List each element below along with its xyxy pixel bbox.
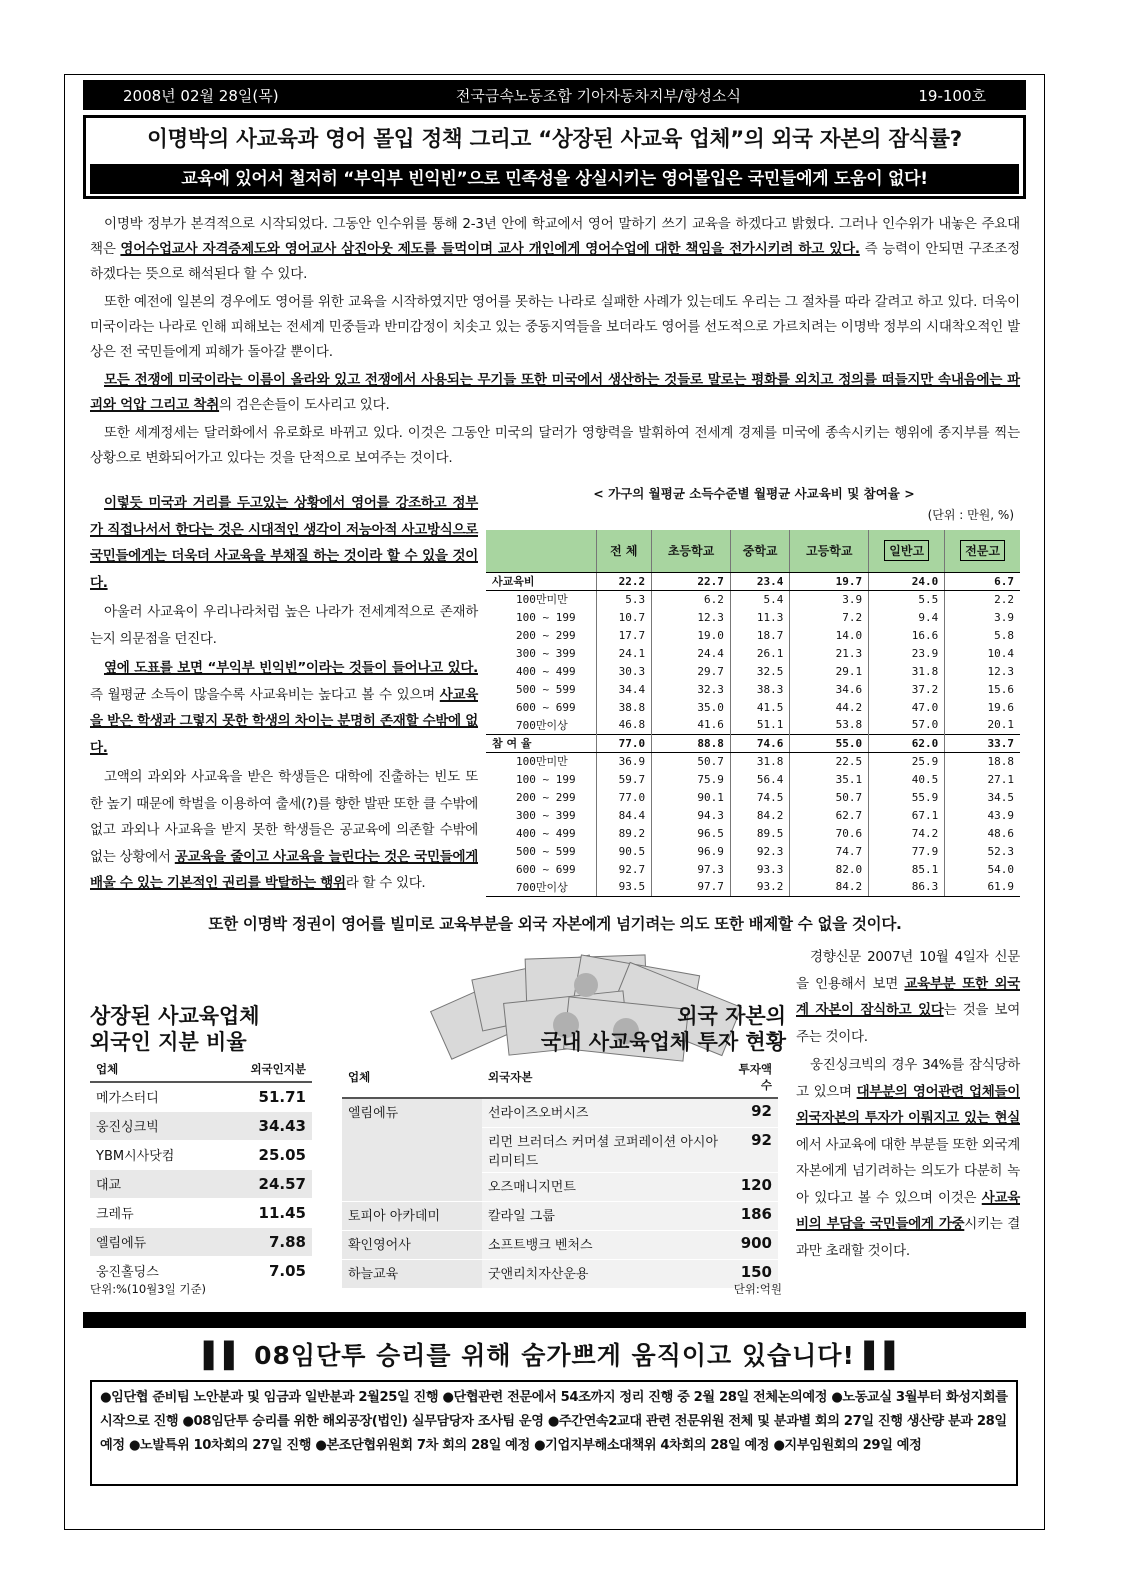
cell: 56.4	[730, 770, 789, 788]
col-header: 중학교	[730, 530, 789, 572]
emphasis: 영어수업교사 자격증제도와 영어교사 삼진아웃 제도를 들먹이며 교사 개인에게 영어수업에 대한 책임을 전가시키려 하고 있다.	[120, 241, 860, 257]
cell: 22.5	[790, 752, 869, 770]
cell: 29.7	[652, 662, 731, 680]
col-header: 투자액수	[724, 1057, 778, 1098]
cell: 47.0	[869, 698, 945, 716]
left-paragraph-3	[90, 655, 478, 761]
cell: 97.3	[652, 860, 731, 878]
text: 는 것을 보여주는 것이다.	[796, 1002, 1020, 1045]
article-body	[90, 212, 1020, 474]
cell: 77.0	[596, 734, 652, 752]
row-label: 700만이상	[486, 878, 596, 896]
emphasis: 옆에 도표를 보면 “부익부 빈익빈”이라는 것들이 들어나고 있다.	[104, 660, 478, 676]
row-label: 사교육비	[486, 572, 596, 590]
table-row	[90, 1169, 312, 1198]
investment-title	[466, 1003, 786, 1055]
right-paragraph-2	[796, 1052, 1020, 1264]
cell: 77.0	[596, 788, 652, 806]
title-line: 상장된 사교육업체	[90, 1004, 260, 1028]
table-row	[486, 680, 1020, 698]
table-row	[90, 1227, 312, 1256]
cell: 92.3	[730, 842, 789, 860]
cell: 86.3	[869, 878, 945, 896]
cell: 62.7	[790, 806, 869, 824]
cell: 10.4	[945, 644, 1020, 662]
capital-cell: 굿앤리치자산운용	[482, 1259, 724, 1288]
foreign-body	[90, 1082, 312, 1285]
infographic	[86, 945, 788, 1307]
cell: 32.5	[730, 662, 789, 680]
capital-cell: 리먼 브러더스 커머셜 코퍼레이션 아시아 리미티드	[482, 1127, 724, 1172]
cell: 84.2	[790, 878, 869, 896]
table-row	[486, 860, 1020, 878]
stats-table	[486, 530, 1020, 897]
cell: 35.1	[790, 770, 869, 788]
cell: 59.7	[596, 770, 652, 788]
table-row	[342, 1201, 778, 1230]
row-label: 600 ~ 699	[516, 700, 576, 714]
bulletin-box: ●임단협 준비팀 노안분과 및 임금과 일반분과 2월25일 진행 ●단협관련 전문에서 54조까지 정리 진행 중 2월 28일 전체논의예정 ●노동교실 3월부터 화성지회를 시작으로 진행 ●08임단투 승리를 위한 해외공장(법인) 실무담당자 조사팀 운영 ●주간연속2교대 관련 전문위원 전체 및 분과별 회의 27일 진행 생산량 분과 28일 예정 ●노발특위 10차회의 27일 진행 ●본조단협위원회 7차 회의 28일 예정 ●기업지부해소대책위 4차회의 28일 예정 ●지부임원회의 29일 예정	[90, 1380, 1018, 1486]
foreign-share-table	[90, 1057, 312, 1286]
left-column	[90, 490, 478, 900]
subheadline: 교육에 있어서 철저히 “부익부 빈익빈”으로 민족성을 상실시키는 영어몰입은 국민들에게 도움이 없다!	[90, 164, 1019, 194]
headline: 이명박의 사교육과 영어 몰입 정책 그리고 “상장된 사교육 업체”의 외국 자본의 잠식률?	[147, 127, 962, 152]
cell: 55.0	[790, 734, 869, 752]
paragraph-3	[90, 368, 1020, 418]
row-label: 200 ~ 299	[516, 628, 576, 642]
table-row	[90, 1082, 312, 1111]
table-row	[486, 590, 1020, 608]
cell: 10.7	[596, 608, 652, 626]
company-cell: 확인영어사	[342, 1230, 482, 1259]
conclusion: 또한 이명박 정권이 영어를 빌미로 교육부분을 외국 자본에게 넘기려는 의도 또한 배제할 수 없을 것이다.	[208, 915, 902, 933]
share-cell: 24.57	[217, 1169, 312, 1198]
table-row	[90, 1111, 312, 1140]
table-row	[486, 842, 1020, 860]
cell: 44.2	[790, 698, 869, 716]
cell: 5.3	[596, 590, 652, 608]
col-header: 업체	[90, 1057, 217, 1082]
cell: 75.9	[652, 770, 731, 788]
table-row	[486, 806, 1020, 824]
paragraph-4: 또한 세계정세는 달러화에서 유로화로 바뀌고 있다. 이것은 그동안 미국의 달러가 영향력을 발휘하여 전세계 경제를 미국에 종속시키는 행위에 종지부를 찍는 상황으로 변화되어가고 있다는 것을 단적으로 보여주는 것이다.	[90, 425, 1020, 466]
amount-cell: 92	[724, 1127, 778, 1172]
cell: 93.3	[730, 860, 789, 878]
table-header	[90, 1057, 312, 1082]
cell: 6.2	[652, 590, 731, 608]
cell: 34.5	[945, 788, 1020, 806]
cell: 74.6	[730, 734, 789, 752]
row-label: 100 ~ 199	[516, 772, 576, 786]
col-header-label: 전문고	[960, 540, 1005, 561]
emphasis: 사교육을 받은 학생과 그렇지 못한 학생의 차이는 분명히 존재할 수밖에 없다.	[90, 686, 479, 756]
cell: 19.6	[945, 698, 1020, 716]
table-row	[486, 788, 1020, 806]
cell: 61.9	[945, 878, 1020, 896]
table-row	[486, 662, 1020, 680]
cell: 97.7	[652, 878, 731, 896]
row-label: 700만이상	[516, 718, 568, 732]
cell: 3.9	[945, 608, 1020, 626]
row-label: 300 ~ 399	[516, 808, 576, 822]
cell: 88.8	[652, 734, 731, 752]
right-column	[796, 944, 1020, 1266]
emphasis: 이렇듯 미국과 거리를 두고있는 상황에서 영어를 강조하고 정부가 직접나서서 한다는 것은 시대적인 생각이 저능아적 사고방식으로 국민들에게는 더욱더 사교육을 부채질 하는 것이라 할 수 있을 것이다.	[90, 495, 478, 591]
text: 즉 월평균 소득이 많을수록 사교육비는 높다고 볼 수 있으며	[90, 686, 440, 703]
emphasis: 공교육을 줄이고 사교육을 늘린다는 것은 국민들에게 배울 수 있는 기본적인 권리를 박탈하는 행위	[90, 848, 478, 891]
company-cell: 엘림에듀	[342, 1098, 482, 1201]
cell: 53.8	[790, 716, 869, 734]
text: 고액의 과외와 사교육을 받은 학생들은 대학에 진출하는 빈도 또한 높기 때문에 학벌을 이용하여 출세(?)를 향한 발판 또한 클 수밖에 없고 과외나 사교육을 받지 못한 학생들은 공교육에 의존할 수밖에 없는 상황에서	[90, 769, 478, 865]
text: 즉 능력이 안되면 구조조정 하겠다는 뜻으로 해석된다 할 수 있다.	[90, 241, 1020, 282]
cell: 26.1	[730, 644, 789, 662]
cell: 38.8	[596, 698, 652, 716]
cell: 22.7	[652, 572, 731, 590]
emphasis: 교육부분 또한 외국계 자본이 잠식하고 있다	[796, 975, 1020, 1018]
amount-cell: 92	[724, 1098, 778, 1127]
cell: 18.7	[730, 626, 789, 644]
foreign-unit-note: 단위:%(10월3일 기준)	[90, 1282, 207, 1296]
right-paragraph-1	[796, 944, 1020, 1050]
col-header: 고등학교	[790, 530, 869, 572]
share-cell: 51.71	[217, 1082, 312, 1111]
row-label: 200 ~ 299	[516, 790, 576, 804]
row-label: 400 ~ 499	[516, 664, 576, 678]
cell: 93.5	[596, 878, 652, 896]
left-paragraph-1	[90, 490, 478, 596]
slogan: ▌▌ 08임단투 승리를 위해 숨가쁘게 움직이고 있습니다! ▌▌	[203, 1341, 906, 1370]
issue-date: 2008년 02월 28일(목)	[123, 86, 279, 105]
stats-header-row	[486, 530, 1020, 572]
investment-table	[342, 1057, 778, 1289]
cell: 89.2	[596, 824, 652, 842]
amount-cell: 120	[724, 1172, 778, 1201]
table-row	[90, 1140, 312, 1169]
issue-number: 19-100호	[918, 86, 986, 105]
cell: 17.7	[596, 626, 652, 644]
cell: 41.6	[652, 716, 731, 734]
cell: 43.9	[945, 806, 1020, 824]
emphasis: 모든 전쟁에 미국이라는 이름이 올라와 있고 전쟁에서 사용되는 무기들 또한 미국에서 생산하는 것들로 말로는 평화를 외치고 정의를 떠들지만 속내음에는 파괴와 억압 그리고 착취	[90, 372, 1020, 413]
cell: 20.1	[945, 716, 1020, 734]
col-header-label: 일반고	[884, 540, 929, 561]
cell: 6.7	[945, 572, 1020, 590]
table-row	[486, 770, 1020, 788]
capital-cell: 선라이즈오버시즈	[482, 1098, 724, 1127]
cell: 41.5	[730, 698, 789, 716]
col-header	[945, 530, 1020, 572]
text: 시키는 결과만 초래할 것이다.	[796, 1216, 1020, 1259]
cell: 12.3	[652, 608, 731, 626]
cell: 70.6	[790, 824, 869, 842]
cell: 7.2	[790, 608, 869, 626]
cell: 9.4	[869, 608, 945, 626]
col-header: 외국자본	[482, 1057, 724, 1098]
title-line: 외국인 지분 비율	[90, 1030, 247, 1054]
text: 에서 사교육에 대한 부분들 또한 외국계 자본에게 넘기려하는 의도가 다분히 녹아 있다고 볼 수 있으며 이것은	[796, 1136, 1020, 1206]
header-blank	[486, 530, 596, 572]
share-cell: 7.05	[217, 1256, 312, 1285]
cell: 50.7	[790, 788, 869, 806]
table-row	[486, 878, 1020, 896]
row-label: 500 ~ 599	[516, 682, 576, 696]
table-row	[486, 644, 1020, 662]
company-cell: 웅진홀딩스	[90, 1256, 217, 1285]
table-row	[342, 1230, 778, 1259]
cell: 24.4	[652, 644, 731, 662]
stats-table-unit: (단위 : 만원, %)	[927, 508, 1014, 522]
cell: 25.9	[869, 752, 945, 770]
cell: 74.5	[730, 788, 789, 806]
capital-cell: 소프트뱅크 벤처스	[482, 1230, 724, 1259]
table-row	[486, 626, 1020, 644]
cell: 30.3	[596, 662, 652, 680]
cell: 18.8	[945, 752, 1020, 770]
cell: 29.1	[790, 662, 869, 680]
cell: 84.2	[730, 806, 789, 824]
cell: 96.9	[652, 842, 731, 860]
amount-cell: 900	[724, 1230, 778, 1259]
company-cell: 대교	[90, 1169, 217, 1198]
publisher: 전국금속노동조합 기아자동차지부/항성소식	[455, 86, 742, 105]
share-cell: 7.88	[217, 1227, 312, 1256]
headline-box	[83, 115, 1026, 199]
cell: 90.1	[652, 788, 731, 806]
col-header: 외국인지분	[217, 1057, 312, 1082]
paragraph-2: 또한 예전에 일본의 경우에도 영어를 위한 교육을 시작하였지만 영어를 못하는 나라로 실패한 사례가 있는데도 우리는 그 절차를 따라 갈려고 하고 있다. 더욱이 미국이라는 나라로 인해 피해보는 전세계 민중들과 반미감정이 치솟고 있는 중동지역들을 보더라도 영어를 선도적으로 가르치려는 이명박 정부의 시대착오적인 발상은 전 국민들에게 피해가 돌아갈 뿐이다.	[90, 294, 1020, 360]
company-cell: 메가스터디	[90, 1082, 217, 1111]
cell: 82.0	[790, 860, 869, 878]
text: 웅진싱크빅의 경우 34%를 잠식당하고 있으며	[796, 1057, 1020, 1100]
cell: 85.1	[869, 860, 945, 878]
company-cell: 토피아 아카데미	[342, 1201, 482, 1230]
row-label: 참 여 율	[486, 734, 596, 752]
investment-unit-note: 단위:억원	[733, 1282, 782, 1296]
table-row	[486, 752, 1020, 770]
table-row	[486, 698, 1020, 716]
amount-cell: 186	[724, 1201, 778, 1230]
cell: 23.9	[869, 644, 945, 662]
cell: 55.9	[869, 788, 945, 806]
cell: 89.5	[730, 824, 789, 842]
cell: 93.2	[730, 878, 789, 896]
col-header: 초등학교	[652, 530, 731, 572]
cell: 5.4	[730, 590, 789, 608]
title-line: 외국 자본의	[677, 1004, 786, 1028]
cell: 15.6	[945, 680, 1020, 698]
row-label: 600 ~ 699	[516, 862, 576, 876]
table-row	[342, 1259, 778, 1288]
cell: 27.1	[945, 770, 1020, 788]
col-header: 전 체	[596, 530, 652, 572]
section-total-row	[486, 572, 1020, 590]
company-cell: YBM시사닷컴	[90, 1140, 217, 1169]
cell: 34.4	[596, 680, 652, 698]
table-row	[90, 1198, 312, 1227]
company-cell: 엘림에듀	[90, 1227, 217, 1256]
emphasis: 사교육비의 부담을 국민들에게 가중	[796, 1189, 1020, 1232]
table-row	[486, 608, 1020, 626]
cell: 77.9	[869, 842, 945, 860]
stats-body	[486, 572, 1020, 896]
cell: 54.0	[945, 860, 1020, 878]
share-cell: 25.05	[217, 1140, 312, 1169]
row-label: 300 ~ 399	[516, 646, 576, 660]
company-cell: 크레듀	[90, 1198, 217, 1227]
row-label: 500 ~ 599	[516, 844, 576, 858]
cell: 21.3	[790, 644, 869, 662]
cell: 31.8	[869, 662, 945, 680]
cell: 50.7	[652, 752, 731, 770]
text: 의 검은손들이 도사리고 있다.	[219, 397, 390, 413]
cell: 90.5	[596, 842, 652, 860]
table-row	[486, 824, 1020, 842]
cell: 31.8	[730, 752, 789, 770]
company-cell: 웅진싱크빅	[90, 1111, 217, 1140]
table-row	[342, 1098, 778, 1127]
cell: 33.7	[945, 734, 1020, 752]
row-label: 100만미만	[516, 593, 568, 607]
cell: 11.3	[730, 608, 789, 626]
text: 경향신문 2007년 10월 4일자 신문을 인용해서 보면	[796, 949, 1020, 992]
capital-cell: 오즈매니지먼트	[482, 1172, 724, 1201]
title-line: 국내 사교육업체 투자 현황	[540, 1030, 786, 1054]
cell: 14.0	[790, 626, 869, 644]
cell: 22.2	[596, 572, 652, 590]
cell: 67.1	[869, 806, 945, 824]
cell: 16.6	[869, 626, 945, 644]
cell: 40.5	[869, 770, 945, 788]
left-paragraph-2: 아울러 사교육이 우리나라처럼 높은 나라가 전세계적으로 존재하는지 의문점을 던진다.	[90, 604, 478, 647]
cell: 84.4	[596, 806, 652, 824]
foreign-share-title	[90, 1003, 260, 1055]
cell: 19.0	[652, 626, 731, 644]
cell: 19.7	[790, 572, 869, 590]
cell: 46.8	[596, 716, 652, 734]
col-header	[869, 530, 945, 572]
cell: 5.8	[945, 626, 1020, 644]
cell: 24.0	[869, 572, 945, 590]
cell: 34.6	[790, 680, 869, 698]
cell: 32.3	[652, 680, 731, 698]
cell: 3.9	[790, 590, 869, 608]
masthead	[83, 80, 1026, 110]
cell: 62.0	[869, 734, 945, 752]
text: 라 할 수 있다.	[345, 875, 426, 891]
table-row	[486, 716, 1020, 734]
col-header: 업체	[342, 1057, 482, 1098]
cell: 24.1	[596, 644, 652, 662]
emphasis: 대부분의 영어관련 업체들이 외국자본의 투자가 이뤄지고 있는 현실	[796, 1083, 1020, 1126]
cell: 2.2	[945, 590, 1020, 608]
left-paragraph-4	[90, 764, 478, 897]
cell: 51.1	[730, 716, 789, 734]
cell: 74.7	[790, 842, 869, 860]
table-header	[342, 1057, 778, 1098]
text: 이명박 정부가 본격적으로 시작되었다. 그동안 인수위를 통해 2-3년 안에 학교에서 영어 말하기 쓰기 교육을 하겠다고 밝혔다. 그러나 인수위가 내놓은 주요대책은	[90, 216, 1020, 257]
cell: 23.4	[730, 572, 789, 590]
company-cell: 하늘교육	[342, 1259, 482, 1288]
cell: 48.6	[945, 824, 1020, 842]
cell: 35.0	[652, 698, 731, 716]
cell: 36.9	[596, 752, 652, 770]
cell: 52.3	[945, 842, 1020, 860]
paragraph-1	[90, 212, 1020, 287]
cell: 92.7	[596, 860, 652, 878]
cell: 5.5	[869, 590, 945, 608]
invest-body	[342, 1098, 778, 1288]
divider-bar	[83, 1312, 1026, 1328]
row-label: 100만미만	[516, 755, 568, 769]
section-total-row	[486, 734, 1020, 752]
cell: 37.2	[869, 680, 945, 698]
cell: 38.3	[730, 680, 789, 698]
cell: 12.3	[945, 662, 1020, 680]
share-cell: 34.43	[217, 1111, 312, 1140]
cell: 94.3	[652, 806, 731, 824]
row-label: 100 ~ 199	[516, 610, 576, 624]
stats-table-title: < 가구의 월평균 소득수준별 월평균 사교육비 및 참여율 >	[593, 486, 915, 501]
share-cell: 11.45	[217, 1198, 312, 1227]
cell: 96.5	[652, 824, 731, 842]
capital-cell: 칼라일 그룹	[482, 1201, 724, 1230]
cell: 74.2	[869, 824, 945, 842]
amount-cell: 150	[724, 1259, 778, 1288]
cell: 57.0	[869, 716, 945, 734]
row-label: 400 ~ 499	[516, 826, 576, 840]
